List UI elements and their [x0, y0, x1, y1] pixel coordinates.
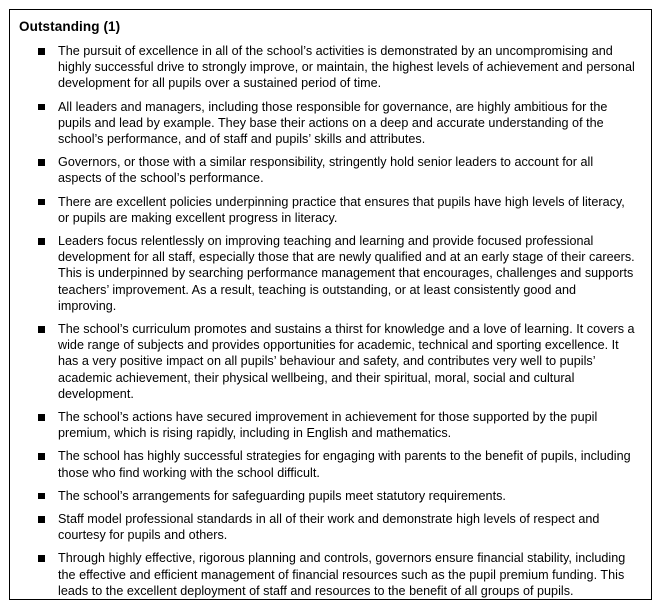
- criteria-bullet-list: [10, 43, 651, 599]
- list-item-text: Governors, or those with a similar responsibility, stringently hold senior leaders to account for all aspects of the school’s performance.: [58, 155, 594, 186]
- outstanding-criteria-box: [9, 9, 652, 600]
- list-item: [10, 233, 651, 314]
- list-item: [10, 154, 651, 186]
- list-item: [10, 550, 651, 599]
- list-item-text: Leaders focus relentlessly on improving teaching and learning and provide focused professional development for all staff, especially those that are newly qualified and at an early stage of their careers. This is underpinned by searching performance management that encourages, challenges and supports teachers’ improvement. As a result, teaching is outstanding, or at least consistently good and improving.: [58, 234, 635, 313]
- list-item: [10, 99, 651, 148]
- list-item-text: The school’s curriculum promotes and sustains a thirst for knowledge and a love of learning. It covers a wide range of subjects and provides opportunities for academic, technical and sporting excellence. It has a very positive impact on all pupils’ behaviour and safety, and contributes very well to pupils’ academic achievement, their physical wellbeing, and their spiritual, moral, social and cultural development.: [58, 322, 635, 401]
- square-bullet-icon: [38, 104, 45, 111]
- list-item-text: Through highly effective, rigorous planning and controls, governors ensure financial stability, including the effective and efficient management of financial resources such as the pupil premium funding. This leads to the excellent deployment of staff and resources to the benefit of all groups of pupils.: [58, 551, 626, 598]
- list-item-text: All leaders and managers, including those responsible for governance, are highly ambitious for the pupils and lead by example. They base their actions on a deep and accurate understanding of the school’s performance, and of staff and pupils’ skills and attributes.: [58, 99, 608, 147]
- list-item-text: Staff model professional standards in all of their work and demonstrate high levels of respect and courtesy for pupils and others.: [58, 512, 600, 543]
- square-bullet-icon: [38, 453, 45, 460]
- square-bullet-icon: [38, 555, 45, 562]
- list-item-text: There are excellent policies underpinning practice that ensures that pupils have high levels of literacy, or pupils are making excellent progress in literacy.: [58, 194, 625, 225]
- list-item-text: The pursuit of excellence in all of the school’s activities is demonstrated by an uncompromising and highly successful drive to strongly improve, or maintain, the highest levels of achievement and personal development for all pupils over a sustained period of time.: [58, 44, 635, 91]
- list-item: [10, 194, 651, 226]
- square-bullet-icon: [38, 159, 45, 166]
- square-bullet-icon: [38, 516, 45, 523]
- square-bullet-icon: [38, 238, 45, 245]
- square-bullet-icon: [38, 493, 45, 500]
- list-item-text: The school’s actions have secured improvement in achievement for those supported by the pupil premium, which is rising rapidly, including in English and mathematics.: [58, 410, 598, 441]
- list-item: [10, 488, 651, 504]
- list-item: [10, 321, 651, 402]
- list-item: [10, 511, 651, 543]
- square-bullet-icon: [38, 414, 45, 421]
- list-item-text: The school has highly successful strategies for engaging with parents to the benefit of pupils, including those who find working with the school difficult.: [58, 449, 631, 480]
- square-bullet-icon: [38, 48, 45, 55]
- list-item: [10, 409, 651, 441]
- square-bullet-icon: [38, 199, 45, 206]
- list-item-text: The school’s arrangements for safeguarding pupils meet statutory requirements.: [58, 488, 506, 503]
- list-item: [10, 448, 651, 480]
- square-bullet-icon: [38, 326, 45, 333]
- page-title: Outstanding (1): [19, 19, 121, 34]
- list-item: [10, 43, 651, 92]
